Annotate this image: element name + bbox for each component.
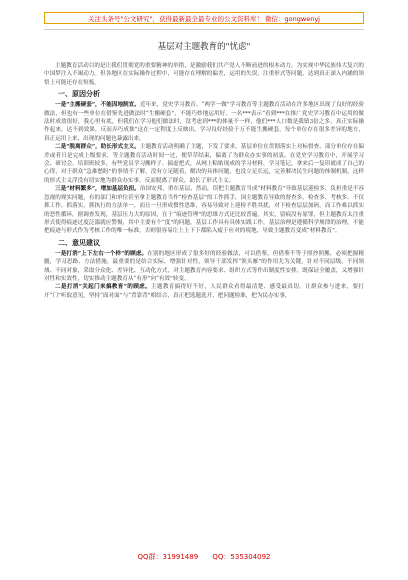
- paragraph-3-lead: 三是“材料繁多”，增加基层负担。: [55, 186, 140, 193]
- footer-qq-group: QQ群：31991489: [137, 553, 199, 561]
- paragraph-1-lead: 一是“主搬硬套”，不能因地制宜。: [55, 102, 140, 109]
- footer-contact: [0, 552, 408, 562]
- intro-paragraph: 主题教育活动目的是让我们贯彻党的重要精神的举措，是激励我们共产党人不断前进的根本动力，为实现中华民族伟大复兴的中国梦注入不竭动力。但各地区在实际操作过程中，可能存在理解的偏差，运用的失误，注重形式等问题，达到真正深入内涵的领悟上可能还存在短板。: [44, 63, 364, 86]
- paragraph-2-text: 主题教育活动明确了主题，下发了要求，基层单位在贯彻落实上对标督查、部分单位存在偏差或者只是完成上级要求，等主题教育活动时间一过，便草草结束，偏离了为群众办实事的初衷，在党史学习教育中，开展学习会、研讨会、培训班较多，有些党员学习搬样子、搞虚把式，从网上粘贴现成的学习材料，学习笔记，拿来后一复印就成了自己的心得，对于群众“急难愁盼”的事情不了解，没有立足随着，解决的具体问题，也没立足长远，完善解决民生问题的体制机制，这样的形式主义浮没有切实地为群众办实事，反而脱离了群众，助长了形式主义。: [44, 144, 364, 184]
- footer-qq: QQ：535304092: [212, 553, 271, 561]
- header-divider: [44, 29, 364, 30]
- paragraph-3: [44, 185, 364, 235]
- banner-text: 关注头条号"公文研究"，获得最新最全最专业的公文资料库！ 微信：gongwenyj: [88, 14, 320, 23]
- paragraph-2: [44, 143, 364, 185]
- paragraph-2-lead: 二是“脱离群众”，助长形式主义。: [55, 144, 140, 151]
- paragraph-5-text: 主题教育搞得好不好，人民群众看得最清楚、感受最真切。让群众参与进来，要打开“门”听取意见，坚持“面对面”与“背靠背”相结合，真正把选题选开、把问题检准，把为民办实事，: [44, 284, 364, 299]
- section-heading-2: 二、意见建议: [58, 238, 100, 247]
- paragraph-4-lead: 一是打消“上下左右一个样”的顾虑。: [55, 250, 148, 257]
- section-heading-1: 一、原因分析: [58, 90, 100, 99]
- paragraph-1-text: 近年来，党史学习教育、“两学一做”学习教育等主题教育活动在许多地区出现了良好的经验做法，但也有一些单位在借鉴先进做法时“生搬硬套”，不能巧妙地运用好。一名***表示“看到***在推广党史学习教育中运用的做法时成效很好，我心里有底，但我们在学习他们做法时，没考虑到***的体量不一样，他们***人口数是我镇3倍之多，真正实际操作起来，达不到效果，反而弄巧成拙”这在一定程度上反映出，学习良好经验千万不能生搬硬套，每个单位存在很多差异的地方，真正运用上来，出现的问题也暴露出来。: [44, 102, 364, 142]
- header-banner: [44, 12, 364, 24]
- paragraph-1: [44, 101, 364, 143]
- document-title: 基层对主题教育的"忧虑": [157, 42, 251, 52]
- paragraph-5: [44, 283, 364, 300]
- paragraph-3-text: 治国安邦，重在基层，然而，误把主题教育当成“材料教育”导致基层迎检多、负担重是不容忽视的现实问题，有的部门和单位甚至拿主题教育当作“检查基层”的工作抓手，国主题教育导致的督查多、检查多、考核多、不仅抓工作、抓落实、抓执行的方法单一，而且一旦形成惯性思维，容易导致对上迎检不胜其扰，对下检查层层加码，而工作难以抓实的恶性循环，据调查发现，基层压力大的原因，在于“痕迹管理”的思维方式还比较普遍。其实，留痕没有原罪，但主题教育太注重形式使得痕迹过度泛滥就应警惕，其中主要有个“度”的问题，基层工作具有具体实践工作，基层治理是遵循科学规律的治理，不能把痕迹与形式作为考核工作的唯一标准，否则很容易让上上下下都陷入疲于应对的境地，导致主题教育变成“材料教育”。: [44, 186, 364, 235]
- document-body: [44, 40, 364, 300]
- paragraph-4-text: 在别的地区形成了很多好的经验做法，可以借鉴，但借鉴不等于照抄照搬，必须把握精髓，学习思路、方法措施，最重要的是结合实际，增强针对性，领导干部发挥“领头雁”的作用尤为关键，针对不同层级、不同领域、不同对象，采取分众化、差异化、互动化方式，对主题教育内容要求、组织方式等作出制度性安排，既保证全覆盖，又增强针对性和实效性，切实推动主题教育从“有形”向“有效”转变。: [44, 250, 364, 282]
- paragraph-5-lead: 二是打消“关起门来搞教育”的顾虑。: [55, 284, 151, 291]
- paragraph-4: [44, 250, 364, 284]
